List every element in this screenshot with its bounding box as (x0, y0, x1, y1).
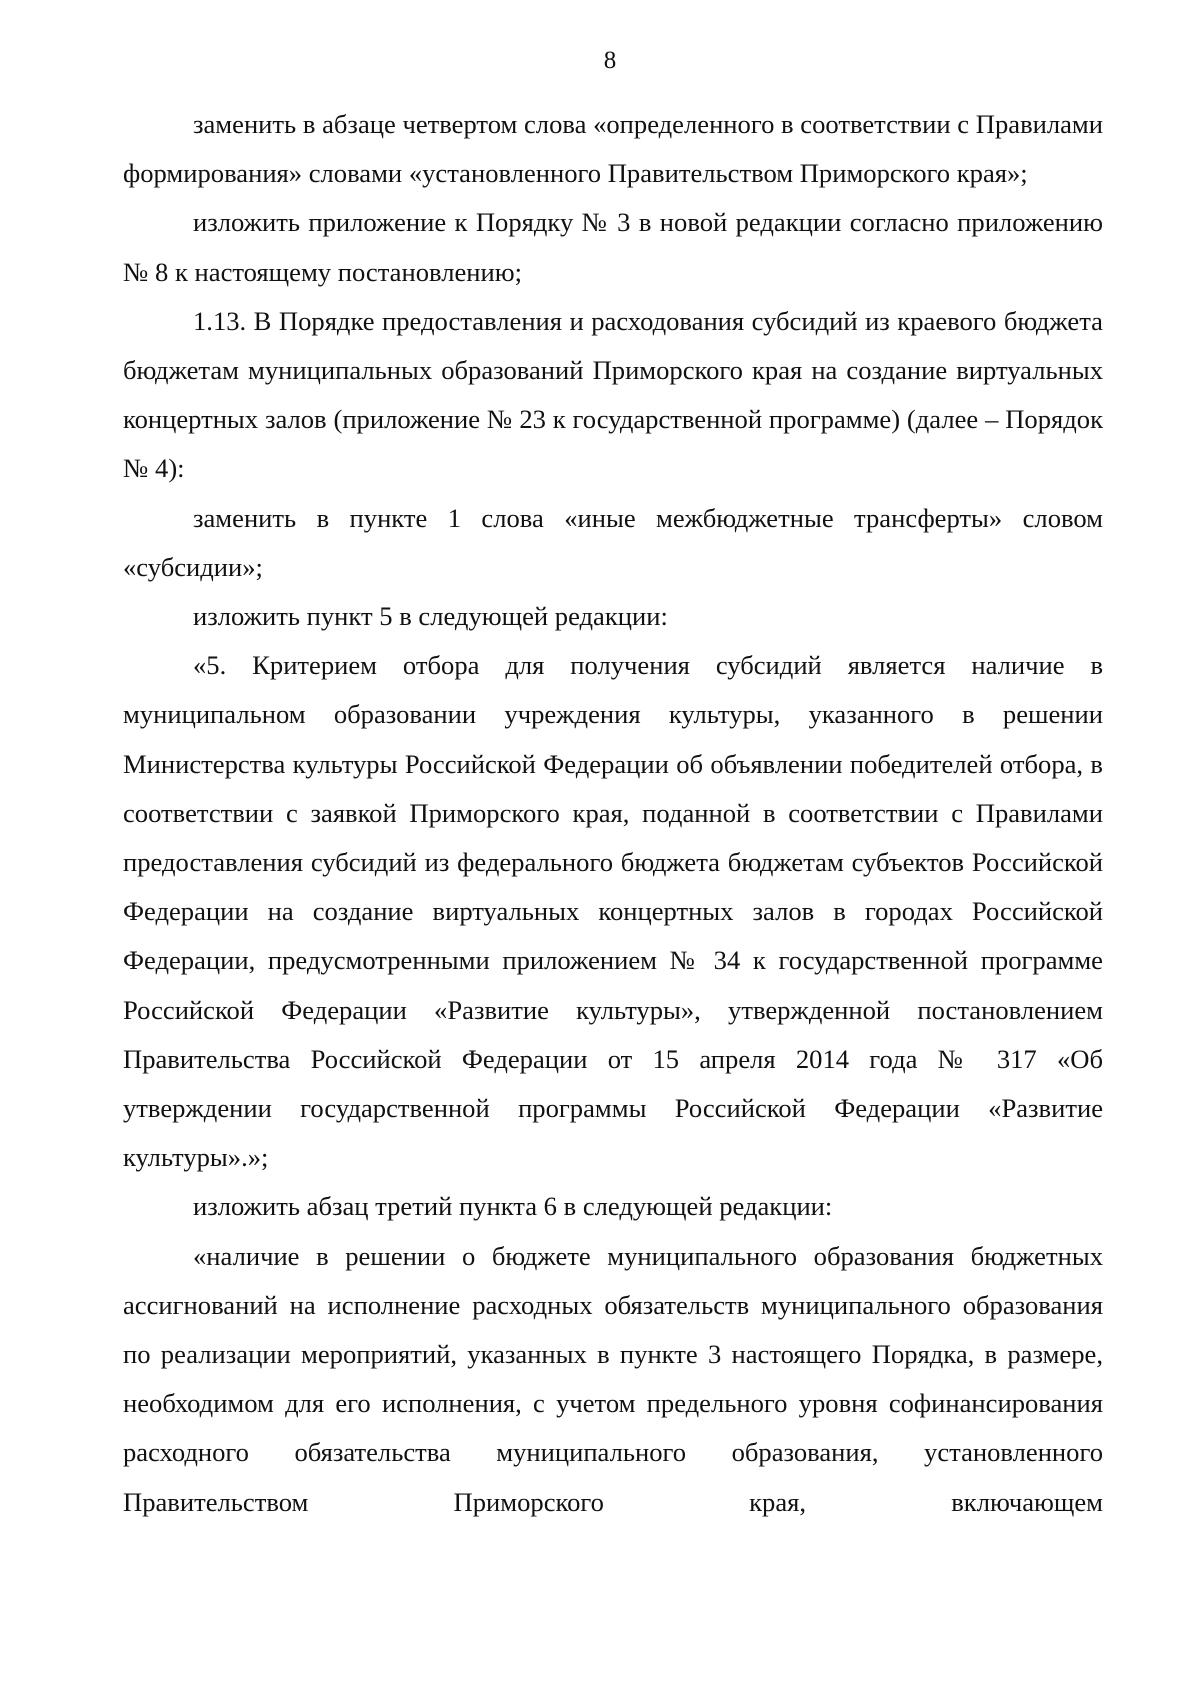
page-number: 8 (603, 47, 617, 74)
paragraph-appendix-order3: изложить приложение к Порядку № 3 в новой редакции согласно приложению № 8 к настоящему постановлению; (123, 207, 1103, 287)
paragraph-item6-intro: изложить абзац третий пункта 6 в следующей редакции: (193, 1191, 833, 1222)
paragraph-item5-intro: изложить пункт 5 в следующей редакции: (193, 601, 668, 632)
paragraph-replace-words-abzac4: заменить в абзаце четвертом слова «определенного в соответствии с Правилами формирования» словами «установленного Правительством Приморского края»; (123, 109, 1103, 189)
paragraph-replace-item1: заменить в пункте 1 слова «иные межбюджетные трансферты» словом «субсидии»; (123, 502, 1103, 582)
paragraph-item5-text: «5. Критерием отбора для получения субсидий является наличие в муниципальном образовании учреждения культуры, указанного в решении Министерства культуры Российской Федерации об объявлении победителей отбора, в соответствии с заявкой Приморского края, поданной в соответствии с Правилами предоставления субсидий из федерального бюджета бюджетам субъектов Российской Федерации на создание виртуальных концертных залов в городах Российской Федерации, предусмотренными приложением № 34 к государственной программе Российской Федерации «Развитие культуры», утвержденной постановлением Правительства Российской Федерации от 15 апреля 2014 года № 317 «Об утверждении государственной программы Российской Федерации «Развитие культуры».»; (123, 650, 1103, 1173)
document-body (123, 100, 1103, 1527)
paragraph-item-1-13: 1.13. В Порядке предоставления и расходования субсидий из краевого бюджета бюджетам муниципальных образований Приморского края на создание виртуальных концертных залов (приложение № 23 к государственной программе) (далее – Порядок № 4): (123, 305, 1103, 484)
paragraph-item6-text: «наличие в решении о бюджете муниципального образования бюджетных ассигнований на исполнение расходных обязательств муниципального образования по реализации мероприятий, указанных в пункте 3 настоящего Порядка, в размере, необходимом для его исполнения, с учетом предельного уровня софинансирования расходного обязательства муниципального образования, установленного Правительством Приморского края, включающем (123, 1240, 1103, 1517)
